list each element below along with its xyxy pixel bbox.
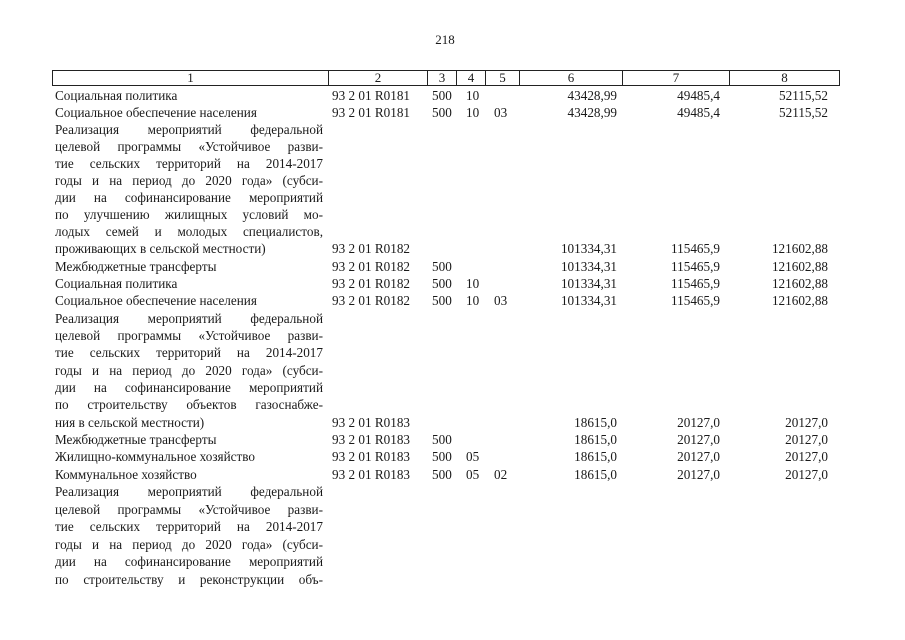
row-code: 93 2 01 R0182 [332,241,411,256]
row-name: Межбюджетные трансферты [55,259,217,274]
row-pr: 03 [494,105,508,120]
header-col-3: 3 [427,70,457,86]
table-row [0,431,905,448]
row-name: Социальная политика [55,276,178,291]
row-value-8: 121602,88 [771,293,828,308]
table-row [0,448,905,465]
row-name: ния в сельской местности) [55,415,205,430]
row-value-8: 20127,0 [785,415,828,430]
header-col-2: 2 [328,70,428,86]
description-line: тие сельских территорий на 2014-2017 [55,156,323,171]
row-value-8: 20127,0 [785,467,828,482]
row-value-7: 115465,9 [671,241,720,256]
row-value-6: 101334,31 [560,293,617,308]
table-row [0,275,905,292]
row-value-6: 43428,99 [567,105,617,120]
description-line: по улучшению жилищных условий мо- [55,207,323,222]
row-vr: 500 [432,449,452,464]
row-pr: 03 [494,293,508,308]
table-row [0,466,905,483]
row-rz: 10 [466,276,480,291]
row-value-6: 18615,0 [574,432,617,447]
row-rz: 05 [466,449,480,464]
row-name: Социальное обеспечение населения [55,105,257,120]
description-line: целевой программы «Устойчивое разви- [55,139,323,154]
description-line: дии на софинансирование мероприятий [55,380,323,395]
row-value-6: 101334,31 [560,276,617,291]
table-row [0,104,905,121]
row-code: 93 2 01 R0181 [332,105,411,120]
row-vr: 500 [432,467,452,482]
row-value-6: 18615,0 [574,449,617,464]
row-value-7: 115465,9 [671,259,720,274]
row-value-8: 20127,0 [785,449,828,464]
row-vr: 500 [432,276,452,291]
row-name: Социальное обеспечение населения [55,293,257,308]
row-value-7: 49485,4 [677,88,720,103]
description-line: годы и на период до 2020 года» (субси- [55,173,323,188]
header-col-7: 7 [622,70,730,86]
row-name: Социальная политика [55,88,178,103]
description-line: годы и на период до 2020 года» (субси- [55,537,323,552]
row-value-8: 121602,88 [771,259,828,274]
row-code: 93 2 01 R0183 [332,415,411,430]
row-value-8: 52115,52 [779,88,828,103]
description-line: тие сельских территорий на 2014-2017 [55,519,323,534]
row-value-8: 121602,88 [771,241,828,256]
row-value-8: 121602,88 [771,276,828,291]
row-value-6: 101334,31 [560,241,617,256]
description-line: по строительству и реконструкции объ- [55,572,323,587]
table-row [0,258,905,275]
description-line: по строительству объектов газоснабже- [55,397,323,412]
row-code: 93 2 01 R0182 [332,293,411,308]
header-col-6: 6 [519,70,623,86]
row-vr: 500 [432,105,452,120]
row-value-7: 49485,4 [677,105,720,120]
row-value-6: 43428,99 [567,88,617,103]
description-line: дии на софинансирование мероприятий [55,190,323,205]
row-rz: 10 [466,293,480,308]
row-name: Жилищно-коммунальное хозяйство [55,449,256,464]
row-value-6: 18615,0 [574,415,617,430]
description-line: тие сельских территорий на 2014-2017 [55,345,323,360]
row-code: 93 2 01 R0182 [332,259,411,274]
row-value-7: 20127,0 [677,449,720,464]
row-value-8: 52115,52 [779,105,828,120]
row-rz: 10 [466,105,480,120]
header-col-4: 4 [456,70,486,86]
page-number: 218 [435,32,455,47]
row-vr: 500 [432,293,452,308]
row-name: Коммунальное хозяйство [55,467,197,482]
table-row [0,240,905,257]
row-vr: 500 [432,88,452,103]
row-pr: 02 [494,467,508,482]
row-name: проживающих в сельской местности) [55,241,266,256]
row-code: 93 2 01 R0182 [332,276,411,291]
row-value-7: 20127,0 [677,467,720,482]
description-line: Реализация мероприятий федеральной [55,311,323,326]
row-vr: 500 [432,259,452,274]
description-line: Реализация мероприятий федеральной [55,484,323,499]
row-code: 93 2 01 R0181 [332,88,411,103]
description-line: дии на софинансирование мероприятий [55,554,323,569]
table-row [0,292,905,309]
row-code: 93 2 01 R0183 [332,449,411,464]
row-rz: 05 [466,467,480,482]
row-value-7: 20127,0 [677,415,720,430]
row-value-8: 20127,0 [785,432,828,447]
row-vr: 500 [432,432,452,447]
row-code: 93 2 01 R0183 [332,432,411,447]
description-line: годы и на период до 2020 года» (субси- [55,363,323,378]
description-line: целевой программы «Устойчивое разви- [55,502,323,517]
row-value-6: 101334,31 [560,259,617,274]
description-line: целевой программы «Устойчивое разви- [55,328,323,343]
header-col-8: 8 [729,70,840,86]
header-col-5: 5 [485,70,520,86]
row-value-7: 115465,9 [671,276,720,291]
row-value-6: 18615,0 [574,467,617,482]
row-value-7: 20127,0 [677,432,720,447]
row-name: Межбюджетные трансферты [55,432,217,447]
header-col-1: 1 [52,70,329,86]
row-rz: 10 [466,88,480,103]
description-line: Реализация мероприятий федеральной [55,122,323,137]
row-code: 93 2 01 R0183 [332,467,411,482]
table-row [0,87,905,104]
table-row [0,414,905,431]
row-value-7: 115465,9 [671,293,720,308]
description-line: лодых семей и молодых специалистов, [55,224,323,239]
